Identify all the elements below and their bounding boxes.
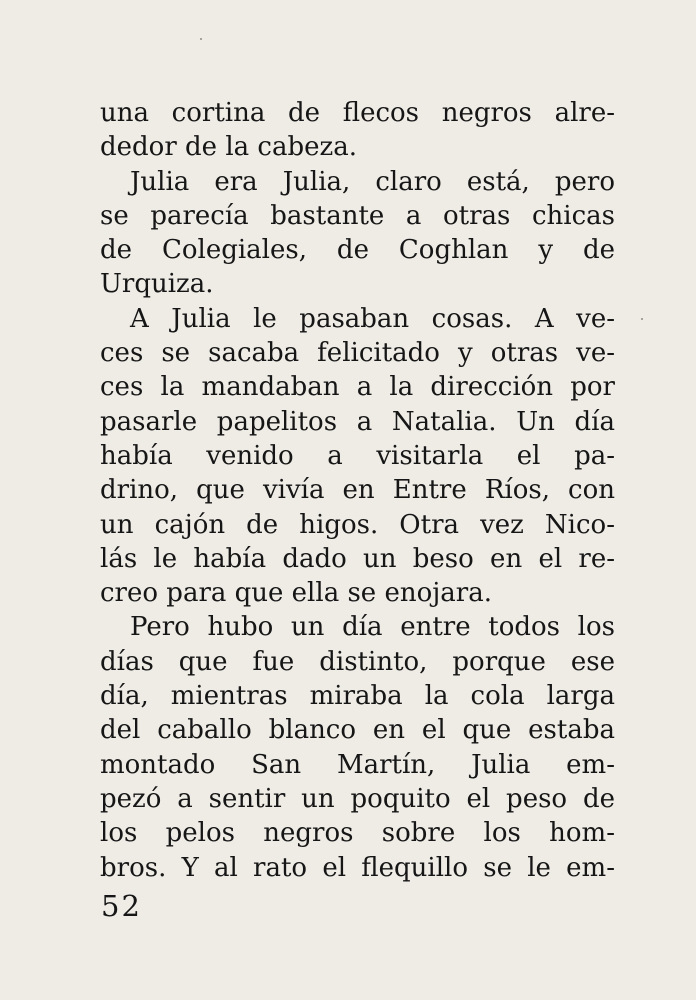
text-line: bros. Y al rato el flequillo se le em- (100, 852, 615, 883)
text-line: los pelos negros sobre los hom- (100, 818, 615, 849)
text-line: Julia era Julia, claro está, pero (130, 166, 615, 197)
text-line: días que fue distinto, porque ese (100, 646, 615, 677)
text-line: Pero hubo un día entre todos los (130, 612, 615, 643)
text-line: creo para que ella se enojara. (100, 578, 492, 609)
text-line: de Colegiales, de Coghlan y de (100, 235, 615, 266)
text-line: ces se sacaba felicitado y otras ve- (100, 338, 615, 369)
text-line: dedor de la cabeza. (100, 132, 357, 163)
text-line: lás le había dado un beso en el re- (100, 543, 615, 574)
text-line: pasarle papelitos a Natalia. Un día (100, 406, 615, 437)
text-line: una cortina de flecos negros alre- (100, 98, 615, 128)
paper-speck (200, 38, 202, 40)
body-text (100, 96, 615, 885)
text-line: A Julia le pasaban cosas. A ve- (130, 303, 615, 334)
text-line: pezó a sentir un poquito el peso de (100, 783, 615, 814)
page-number: 52 (101, 889, 142, 923)
text-line: había venido a visitarla el pa- (100, 440, 615, 471)
text-line: drino, que vivía en Entre Ríos, con (100, 475, 615, 506)
text-line: del caballo blanco en el que estaba (100, 715, 615, 746)
paper-speck (641, 318, 643, 320)
text-line: se parecía bastante a otras chicas (100, 200, 615, 231)
text-line: ces la mandaban a la dirección por (100, 372, 615, 403)
text-line: montado San Martín, Julia em- (100, 749, 615, 780)
text-line: un cajón de higos. Otra vez Nico- (100, 509, 615, 540)
text-line: Urquiza. (100, 269, 214, 300)
text-line: día, mientras miraba la cola larga (100, 681, 615, 712)
